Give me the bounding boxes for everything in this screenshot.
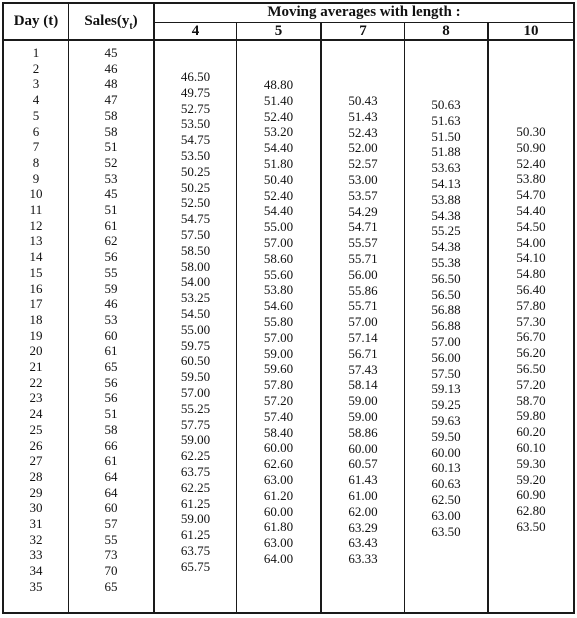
day-cell: 13	[29, 233, 43, 249]
sales-cell: 51	[104, 139, 118, 155]
day-cell: 26	[29, 437, 43, 453]
ma5-cell: 52.40	[263, 108, 294, 124]
ma7-cell: 54.29	[348, 203, 378, 219]
day-cell: 1	[32, 45, 40, 60]
sales-cell: 60	[104, 500, 118, 516]
ma5-cell: 57.80	[263, 377, 294, 393]
day-cell: 7	[32, 139, 40, 155]
sales-cell: 57	[104, 516, 118, 531]
ma10-cell: 57.80	[516, 297, 546, 313]
ma5-cell: 61.20	[263, 487, 294, 503]
ma5-cell: 57.00	[263, 235, 294, 250]
sales-cell: 61	[104, 217, 118, 233]
ma5-cell: 60.00	[263, 440, 294, 456]
ma4-cell: 59.75	[180, 337, 211, 353]
ma7-cell: 53.00	[348, 172, 378, 187]
sales-cell: 53	[104, 170, 118, 186]
ma4-cell: 65.75	[180, 558, 211, 574]
day-cell: 9	[32, 170, 40, 186]
sales-cell: 46	[104, 296, 118, 312]
day-cell: 15	[29, 264, 43, 280]
day-cell: 30	[29, 500, 43, 516]
ma8-cell: 54.38	[431, 207, 461, 223]
ma5-cell: 58.60	[263, 250, 294, 266]
day-cell: 18	[29, 311, 43, 327]
header-sales-label: Sales(y	[84, 13, 130, 29]
day-cell: 5	[32, 107, 40, 123]
ma4-cell: 54.75	[180, 211, 211, 227]
ma4-cell: 60.50	[180, 353, 211, 369]
sales-cell: 58	[104, 107, 118, 123]
sales-cell: 66	[104, 437, 118, 453]
ma8-cell: 54.38	[431, 239, 461, 255]
ma5-cell: 55.00	[263, 219, 294, 235]
ma4-cell: 63.75	[180, 543, 211, 558]
table-border-bottom	[2, 612, 575, 614]
ma10-cell: 62.80	[516, 503, 546, 519]
ma7-cell: 55.57	[348, 235, 378, 251]
ma10-cell: 54.40	[516, 203, 546, 218]
ma7-cell: 60.00	[348, 440, 378, 456]
ma7-cell: 63.43	[348, 535, 378, 551]
ma7-cell: 60.57	[348, 456, 378, 472]
header-length-10: 10	[523, 23, 539, 39]
ma10-cell: 60.20	[516, 424, 546, 440]
ma7-cell: 55.86	[348, 282, 378, 298]
day-cell: 33	[29, 547, 43, 563]
ma10-cell: 54.50	[516, 218, 546, 234]
ma5-cell: 62.60	[263, 456, 294, 472]
header-day: Day (t)	[13, 13, 59, 29]
ma4-cell: 55.00	[180, 321, 211, 337]
ma7-cell: 57.43	[348, 361, 378, 377]
sales-cell: 64	[104, 468, 118, 484]
ma5-cell: 53.20	[263, 124, 294, 140]
ma4-cell: 59.50	[180, 369, 211, 385]
sales-cell: 73	[104, 547, 118, 563]
sales-cell: 58	[104, 123, 118, 139]
ma4-cell: 54.50	[180, 306, 211, 321]
ma7-cell: 55.71	[348, 251, 378, 266]
ma4-cell: 53.50	[180, 148, 211, 163]
ma5-cell: 57.40	[263, 408, 294, 424]
ma4-cell: 50.25	[180, 163, 211, 179]
day-cell: 2	[32, 60, 40, 76]
ma7-cell: 55.71	[348, 298, 378, 314]
ma7-cell: 63.33	[348, 551, 378, 567]
ma8-cell: 59.63	[431, 413, 461, 428]
ma4-cell: 46.50	[180, 69, 211, 84]
day-cell: 21	[29, 359, 43, 374]
ma8-cell: 62.50	[431, 492, 461, 507]
ma5-cell: 59.00	[263, 345, 294, 361]
ma10-cell: 60.10	[516, 440, 546, 455]
ma4-cell: 61.25	[180, 527, 211, 543]
ma4-cell: 53.25	[180, 290, 211, 306]
ma8-cell: 59.50	[431, 428, 461, 444]
ma8-cell: 56.50	[431, 270, 461, 286]
ma8-cell: 55.25	[431, 223, 461, 239]
ma5-cell: 55.60	[263, 266, 294, 282]
ma5-cell: 57.20	[263, 393, 294, 408]
day-cell: 10	[29, 186, 43, 202]
sales-cell: 48	[104, 76, 118, 92]
header-length-4: 4	[191, 23, 200, 39]
ma5-cell: 52.40	[263, 187, 294, 203]
header-moving-averages: Moving averages with length :	[267, 4, 461, 20]
ma8-cell: 51.50	[431, 128, 461, 144]
ma7-cell: 58.14	[348, 377, 378, 393]
sales-cell: 58	[104, 421, 118, 437]
ma8-cell: 56.88	[431, 302, 461, 318]
ma7-cell: 59.00	[348, 393, 378, 409]
sales-cell: 61	[104, 343, 118, 359]
header-length-5: 5	[274, 23, 283, 39]
ma8-cell: 56.88	[431, 318, 461, 334]
ma5-cell: 54.60	[263, 298, 294, 314]
ma7-cell: 53.57	[348, 187, 378, 203]
day-cell: 3	[32, 76, 40, 92]
sales-cell: 62	[104, 233, 118, 249]
day-cell: 11	[29, 202, 43, 217]
ma7-cell: 52.57	[348, 156, 378, 172]
ma8-cell: 57.00	[431, 334, 461, 349]
ma5-cell: 60.00	[263, 503, 294, 519]
ma5-cell: 54.40	[263, 140, 294, 156]
ma10-cell: 54.80	[516, 266, 546, 282]
ma10-cell: 60.90	[516, 487, 546, 503]
day-cell: 32	[29, 531, 43, 547]
day-cell: 35	[29, 578, 43, 594]
ma4-cell: 52.75	[180, 100, 211, 116]
sales-cell: 64	[104, 484, 118, 500]
ma4-cell: 57.00	[180, 385, 211, 400]
ma10-cell: 57.30	[516, 313, 546, 329]
ma5-cell: 50.40	[263, 171, 294, 187]
table-border-right	[573, 2, 575, 614]
ma7-cell: 63.29	[348, 519, 378, 535]
sales-cell: 55	[104, 264, 118, 280]
sales-cell: 56	[104, 249, 118, 265]
ma5-cell: 54.40	[263, 203, 294, 219]
ma8-cell: 60.00	[431, 444, 461, 460]
ma5-cell: 55.80	[263, 314, 294, 329]
ma8-cell: 60.13	[431, 460, 461, 476]
ma10-cell: 53.80	[516, 171, 546, 187]
day-cell: 25	[29, 421, 43, 437]
ma10-cell: 59.30	[516, 455, 546, 471]
sales-cell: 65	[104, 578, 118, 594]
ma5-cell: 59.60	[263, 361, 294, 377]
ma10-cell: 50.90	[516, 139, 546, 155]
sales-cell: 51	[104, 406, 118, 422]
ma10-cell: 54.10	[516, 250, 546, 266]
ma8-cell: 53.63	[431, 160, 461, 176]
ma4-cell: 61.25	[180, 495, 211, 511]
sales-cell: 56	[104, 390, 118, 406]
ma10-cell: 57.20	[516, 376, 546, 392]
ma5-cell: 63.00	[263, 472, 294, 487]
sales-cell: 47	[104, 92, 118, 108]
ma4-cell: 54.75	[180, 132, 211, 148]
ma7-cell: 52.00	[348, 140, 378, 156]
ma7-cell: 57.00	[348, 314, 378, 330]
ma7-cell: 51.43	[348, 108, 378, 124]
day-cell: 34	[29, 563, 43, 579]
ma5-cell: 48.80	[263, 77, 294, 92]
ma7-cell: 52.43	[348, 124, 378, 140]
header-sales	[69, 13, 153, 35]
day-cell: 23	[29, 390, 43, 406]
ma8-cell: 57.50	[431, 365, 461, 381]
sales-cell: 60	[104, 327, 118, 343]
ma4-cell: 59.00	[180, 511, 211, 527]
ma10-cell: 58.70	[516, 392, 546, 408]
ma7-cell: 61.00	[348, 488, 378, 503]
ma8-cell: 60.63	[431, 476, 461, 492]
ma4-cell: 50.25	[180, 179, 211, 195]
ma7-cell: 62.00	[348, 503, 378, 519]
ma5-cell: 53.80	[263, 282, 294, 298]
ma10-cell: 56.40	[516, 282, 546, 297]
ma8-cell: 63.00	[431, 507, 461, 523]
ma10-cell: 52.40	[516, 155, 546, 171]
day-cell: 6	[32, 123, 40, 139]
day-cell: 20	[29, 343, 43, 359]
ma10-cell: 63.50	[516, 519, 546, 534]
ma5-cell: 51.80	[263, 156, 294, 171]
day-cell: 24	[29, 406, 43, 422]
ma10-cell: 56.70	[516, 329, 546, 345]
sales-cell: 45	[104, 45, 118, 60]
ma7-cell: 59.00	[348, 409, 378, 424]
sales-cell: 56	[104, 374, 118, 390]
ma4-cell: 53.50	[180, 116, 211, 132]
day-cell: 22	[29, 374, 43, 390]
ma7-cell: 56.00	[348, 266, 378, 282]
day-cell: 8	[32, 154, 40, 170]
ma8-cell: 51.88	[431, 144, 461, 160]
ma4-cell: 62.25	[180, 448, 211, 464]
ma5-cell: 58.40	[263, 424, 294, 440]
day-cell: 29	[29, 484, 43, 500]
ma4-cell: 58.50	[180, 242, 211, 258]
ma4-cell: 54.00	[180, 274, 211, 290]
ma5-cell: 51.40	[263, 92, 294, 108]
day-cell: 14	[29, 249, 43, 265]
ma5-cell: 64.00	[263, 551, 294, 566]
day-cell: 19	[29, 327, 43, 343]
day-cell: 31	[29, 516, 43, 531]
ma4-cell: 52.50	[180, 195, 211, 211]
sales-cell: 51	[104, 202, 118, 217]
header-sales-close: )	[132, 13, 138, 29]
ma10-cell: 54.70	[516, 187, 546, 203]
ma10-cell: 59.80	[516, 408, 546, 424]
ma8-cell: 56.00	[431, 349, 461, 365]
ma10-cell: 50.30	[516, 124, 546, 139]
sales-cell: 61	[104, 453, 118, 469]
day-cell: 27	[29, 453, 43, 469]
ma10-cell: 59.20	[516, 471, 546, 487]
ma7-cell: 57.14	[348, 330, 378, 345]
header-sales-subscript: t	[129, 21, 133, 32]
day-cell: 12	[29, 217, 43, 233]
ma7-cell: 56.71	[348, 345, 378, 361]
ma4-cell: 63.75	[180, 464, 211, 479]
ma7-cell: 58.86	[348, 424, 378, 440]
ma4-cell: 57.75	[180, 416, 211, 432]
ma8-cell: 54.13	[431, 176, 461, 191]
ma7-cell: 54.71	[348, 219, 378, 235]
ma5-cell: 63.00	[263, 535, 294, 551]
ma5-cell: 57.00	[263, 329, 294, 345]
ma8-cell: 51.63	[431, 112, 461, 128]
sales-cell: 55	[104, 531, 118, 547]
ma10-cell: 56.20	[516, 345, 546, 361]
ma4-cell: 58.00	[180, 258, 211, 274]
sales-cell: 59	[104, 280, 118, 296]
ma8-cell: 63.50	[431, 523, 461, 539]
ma7-cell: 61.43	[348, 472, 378, 488]
ma8-cell: 53.88	[431, 191, 461, 207]
sales-cell: 53	[104, 311, 118, 327]
ma4-cell: 59.00	[180, 432, 211, 448]
sales-cell: 70	[104, 563, 118, 579]
header-rule	[2, 39, 575, 41]
day-cell: 4	[32, 92, 40, 108]
ma8-cell: 56.50	[431, 286, 461, 302]
ma8-cell: 59.13	[431, 381, 461, 397]
ma8-cell: 55.38	[431, 255, 461, 270]
header-length-8: 8	[442, 23, 450, 39]
ma4-cell: 57.50	[180, 227, 211, 242]
sales-cell: 65	[104, 359, 118, 374]
ma10-cell: 54.00	[516, 234, 546, 250]
ma4-cell: 49.75	[180, 84, 211, 100]
day-cell: 16	[29, 280, 43, 296]
header-length-7: 7	[359, 23, 367, 39]
day-cell: 28	[29, 468, 43, 484]
sales-cell: 45	[104, 186, 118, 202]
ma8-cell: 59.25	[431, 397, 461, 413]
ma10-cell: 56.50	[516, 361, 546, 376]
sales-cell: 46	[104, 60, 118, 76]
ma8-cell: 50.63	[431, 97, 461, 112]
ma4-cell: 62.25	[180, 479, 211, 495]
sales-cell: 52	[104, 154, 118, 170]
ma4-cell: 55.25	[180, 400, 211, 416]
day-cell: 17	[29, 296, 43, 312]
ma5-cell: 61.80	[263, 519, 294, 535]
ma7-cell: 50.43	[348, 93, 378, 108]
